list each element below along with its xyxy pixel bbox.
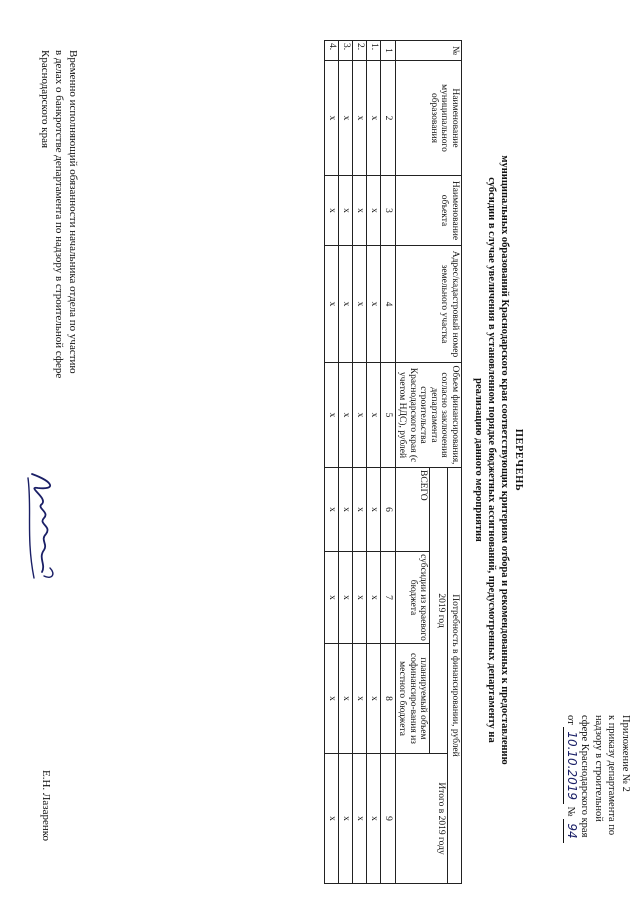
table-cell: x <box>353 468 367 552</box>
table-cell: x <box>339 363 353 468</box>
table-cell: x <box>339 246 353 363</box>
table-cell: x <box>367 644 381 754</box>
document-title: ПЕРЕЧЕНЬ <box>513 428 524 492</box>
table-cell: x <box>339 644 353 754</box>
table-cell: x <box>353 176 367 246</box>
table-cell: x <box>339 468 353 552</box>
table-cell: x <box>367 754 381 884</box>
table-cell: x <box>325 468 339 552</box>
handwritten-number: 94 <box>564 819 579 842</box>
header-volume: Объем финансирования, согласно заключения департамента строительства Краснодарского края (с учетом НДС), рублей <box>396 363 462 468</box>
table-cell: x <box>353 61 367 176</box>
table-cell: x <box>367 61 381 176</box>
table-cell: x <box>353 754 367 884</box>
table-row <box>353 41 367 884</box>
footer-line: Краснодарского края <box>39 50 51 149</box>
appendix-line: сфере Краснодарского края <box>579 715 591 838</box>
table-cell: x <box>325 246 339 363</box>
table-cell: x <box>325 176 339 246</box>
table-cell: x <box>367 552 381 644</box>
column-number: 9 <box>381 754 396 884</box>
table-cell: 1. <box>367 41 381 61</box>
column-number-row <box>381 41 396 884</box>
municipalities-table <box>324 40 462 884</box>
column-number: 5 <box>381 363 396 468</box>
column-number: 3 <box>381 176 396 246</box>
table-cell: x <box>339 176 353 246</box>
header-address: Адрес/кадастровый номер земельного участка <box>396 246 462 363</box>
table-cell: x <box>325 61 339 176</box>
footer-line: в делах о банкротстве департамента по надзору в строительной сфере <box>53 50 65 379</box>
header-no: № <box>396 41 462 61</box>
table-cell: x <box>367 246 381 363</box>
table-cell: x <box>325 552 339 644</box>
subtitle-line: реализацию данного мероприятия <box>473 378 484 542</box>
handwritten-date: 10.10.2019 <box>564 727 579 804</box>
column-number: 6 <box>381 468 396 552</box>
table-cell: 3. <box>339 41 353 61</box>
header-object: Наименование объекта <box>396 176 462 246</box>
table-row <box>367 41 381 884</box>
signatory-name: Е.Н. Лазаренко <box>40 770 52 842</box>
table-cell: 4. <box>325 41 339 61</box>
table-cell: x <box>339 552 353 644</box>
date-prefix: от <box>565 715 576 725</box>
table-cell: x <box>325 363 339 468</box>
table-cell: x <box>325 754 339 884</box>
header-year: 2019 год <box>430 468 448 754</box>
table-cell: x <box>367 468 381 552</box>
table-cell: 2. <box>353 41 367 61</box>
column-number: 7 <box>381 552 396 644</box>
header-total2019: Итого в 2019 году <box>396 754 449 884</box>
table-cell: x <box>367 176 381 246</box>
header-need: Потребность в финансировании, рублей <box>448 468 462 884</box>
table-row <box>339 41 353 884</box>
table-row <box>325 41 339 884</box>
header-municipality: Наименование муниципального образования <box>396 61 462 176</box>
table-cell: x <box>353 644 367 754</box>
header-subsidy: субсидии из краевого бюджета <box>396 552 431 644</box>
signatory-position <box>38 50 80 378</box>
header-total: ВСЕГО <box>396 468 431 552</box>
table-cell: x <box>353 246 367 363</box>
column-number: 8 <box>381 644 396 754</box>
header-cofinance: планируемый объем софинансиро-вания из местного бюджета <box>396 644 431 754</box>
appendix-line: к приказу департамента по <box>606 715 618 836</box>
number-prefix: № <box>565 806 576 817</box>
subtitle-line: муниципальных образований Краснодарского края соответствующих критериям отбора и рекомендованных к предоставлению <box>499 155 510 765</box>
table-cell: x <box>339 754 353 884</box>
appendix-block <box>564 715 633 880</box>
handwritten-signature <box>18 468 62 588</box>
column-number: 2 <box>381 61 396 176</box>
table-cell: x <box>325 644 339 754</box>
column-number: 1 <box>381 41 396 61</box>
document-subtitle <box>472 60 511 860</box>
appendix-line: надзору в строительной <box>593 715 604 822</box>
table-cell: x <box>353 552 367 644</box>
table-cell: x <box>339 61 353 176</box>
table-cell: x <box>367 363 381 468</box>
header-row <box>448 41 462 884</box>
subtitle-line: субсидии в случае увеличения в установленном порядке бюджетных ассигнований, предусмотренных департаменту на <box>486 177 497 743</box>
appendix-line: Приложение № 2 <box>620 715 631 792</box>
table-cell: x <box>353 363 367 468</box>
appendix-date-line <box>564 715 579 880</box>
footer-line: Временно исполняющий обязанности начальника отдела по участию <box>67 50 79 374</box>
column-number: 4 <box>381 246 396 363</box>
